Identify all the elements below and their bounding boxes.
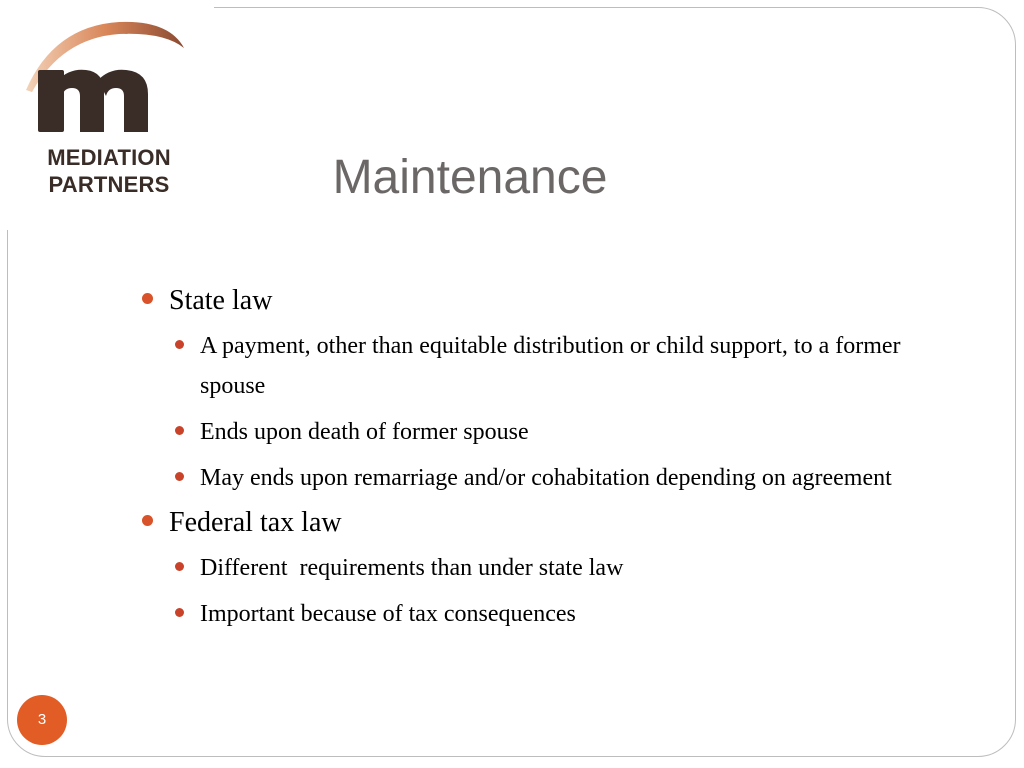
bullet-list [140,282,970,640]
sub-bullet-dot-icon [175,608,184,617]
sub-bullet-text: May ends upon remarriage and/or cohabitation depending on agreement [200,465,892,491]
bullet-federal-tax-law [140,504,970,542]
sub-bullet [173,594,970,634]
bullet-dot-icon [142,293,153,304]
sub-bullet-dot-icon [175,472,184,481]
sub-bullet-text: A payment, other than equitable distribution or child support, to a former spouse [200,333,901,399]
bullet-dot-icon [142,515,153,526]
sub-bullet-list [173,326,970,498]
sub-bullet-list [173,548,970,634]
slide-title: Maintenance [332,151,608,204]
sub-bullet [173,326,970,406]
sub-bullet [173,458,970,498]
page-number-badge: 3 [17,695,67,745]
bullet-text: State law [169,285,273,316]
logo [0,0,214,230]
sub-bullet [173,412,970,452]
sub-bullet-text: Important because of tax consequences [200,601,576,627]
sub-bullet-text: Different requirements than under state law [200,555,624,581]
logo-text-partners: PARTNERS [48,172,170,197]
sub-bullet-text: Ends upon death of former spouse [200,419,529,445]
sub-bullet-dot-icon [175,340,184,349]
sub-bullet-dot-icon [175,426,184,435]
sub-bullet-dot-icon [175,562,184,571]
sub-bullet [173,548,970,588]
bullet-text: Federal tax law [169,507,342,538]
logo-text-mediation: MEDIATION [47,145,171,170]
bullet-state-law [140,282,970,320]
